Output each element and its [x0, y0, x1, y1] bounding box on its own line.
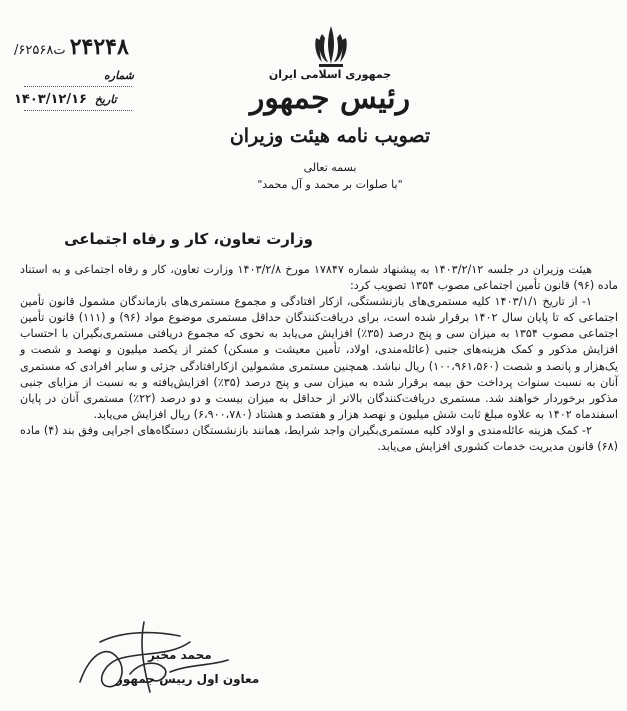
number-label: شماره — [104, 69, 135, 82]
date-divider — [24, 110, 132, 111]
decree-item-1: ۱- از تاریخ ۱۴۰۳/۱/۱ کلیه مستمری‌های بازنشستگی، ازکار افتادگی و مجموع مستمری‌های بازماندگان مشمول قانون تأمین اجتماعی که تا پایان سال ۱۴۰۲ برقرار شده است، برای دریافت‌کنندگان حداقل مستمری موضوع مواد (۹۶) و (۱۱۱) قانون تأمین اجتماعی مصوب ۱۳۵۴ به میزان سی و پنج درصد (۳۵٪) افزایش می‌یابد به نحوی که مجموع دریافتی مستمری‌بگیران با احتساب افزایش مذکور و کمک هزینه‌های جنبی (عائله‌مندی، اولاد، تأمین معیشت و مسکن) کمتر از یکصد میلیون و نهصد و شصت و یک‌هزار و پانصد و شصت (۱۰۰،۹۶۱،۵۶۰) ریال نباشد. همچنین مستمری مشمولین ازکارافتادگی جزئی و سایر افرادی که مستمری آنان به نسبت سنوات پرداخت حق بیمه برقرار شده به میزان سی و پنج درصد (۳۵٪) افزایش‌یافته و به نسبت از مزایای جنبی مذکور برخوردار خواهند شد. مستمری دریافت‌کنندگان بالاتر از حداقل به میزان بیست و دو درصد (۲۲٪) مستمری آنان در پایان اسفندماه ۱۴۰۲ به علاوه مبلغ ثابت شش میلیون و نهصد هزار و هفتصد و هشتاد (۶،۹۰۰،۷۸۰) ریال افزایش می‌یابد. — [20, 295, 619, 421]
header-line-president: رئیس جمهور — [249, 81, 411, 116]
number-line — [100, 68, 134, 83]
date-value: ۱۴۰۳/۱۲/۱۶ — [14, 92, 87, 107]
date-line — [14, 92, 117, 107]
recipient-ministry: وزارت تعاون، کار و رفاه اجتماعی — [64, 230, 313, 248]
decree-item-2: ۲- کمک هزینه عائله‌مندی و اولاد کلیه مستمری‌بگیران واجد شرایط، همانند بازنشستگان دستگاه‌های اجرایی وفق بند (۴) ماده (۶۸) قانون مدیریت خدمات کشوری افزایش می‌یابد. — [20, 423, 618, 454]
serial-number-big: ۲۴۲۴۸ — [69, 34, 129, 60]
iran-emblem-icon — [313, 24, 349, 70]
serial-number — [14, 34, 129, 60]
header-line-cabinet: تصویب نامه هیئت وزیران — [229, 125, 431, 147]
serial-prefix: ت۶۲۵۶۸/ — [14, 43, 66, 58]
signatory-title: معاون اول رییس جمهور — [116, 672, 260, 686]
header-line-salawat: "با صلوات بر محمد و آل محمد" — [257, 178, 403, 191]
number-divider — [24, 86, 132, 87]
header-line-bismillah: بسمه تعالی — [303, 161, 357, 174]
signatory-name: محمد مخبر — [148, 648, 212, 662]
header-line-republic: جمهوری اسلامی ایران — [268, 68, 392, 81]
decree-intro: هیئت وزیران در جلسه ۱۴۰۳/۲/۱۲ به پیشنهاد شماره ۱۷۸۴۷ مورخ ۱۴۰۳/۲/۸ وزارت تعاون، کار و رفاه اجتماعی و به استناد ماده (۹۶) قانون تأمین اجتماعی مصوب ۱۳۵۴ تصویب کرد: — [20, 263, 618, 293]
decree-body — [20, 262, 618, 455]
date-label: تاریخ — [94, 93, 117, 106]
